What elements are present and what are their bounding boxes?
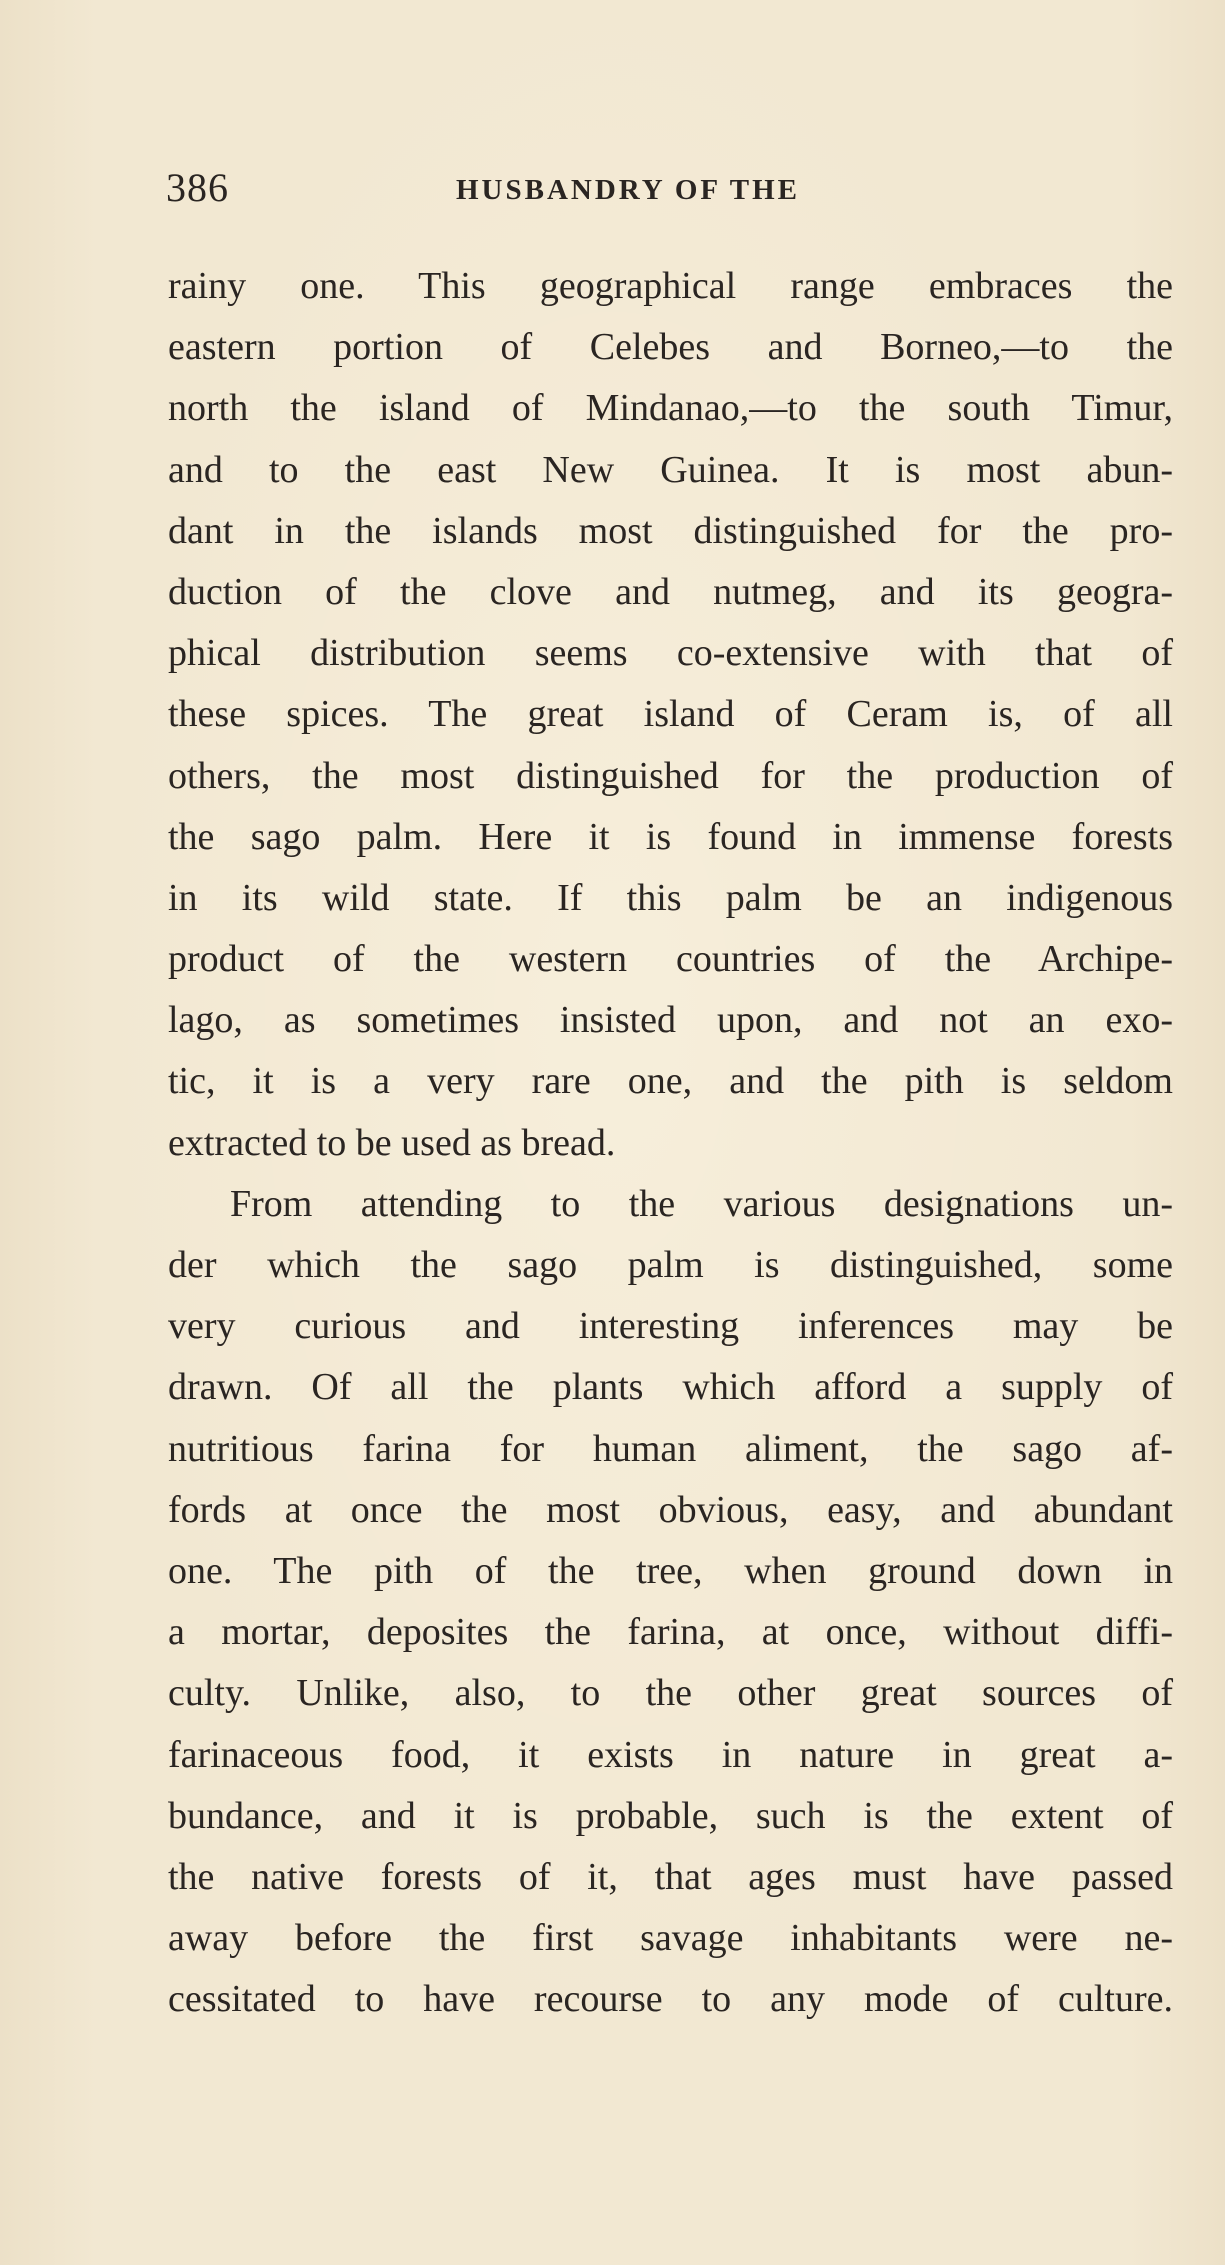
page-number: 386 [166, 165, 229, 210]
text-line: drawn. Of all the plants which afford a supply of [168, 1366, 1173, 1409]
text-line: the sago palm. Here it is found in immense forests [168, 815, 1173, 858]
text-line: in its wild state. If this palm be an indigenous [168, 876, 1173, 919]
text-line: tic, it is a very rare one, and the pith is seldom [168, 1060, 1173, 1103]
text-line: these spices. The great island of Ceram is, of all [168, 693, 1173, 736]
text-line: From attending to the various designations un- [230, 1182, 1173, 1225]
text-line: der which the sago palm is distinguished, some [168, 1244, 1173, 1286]
text-line: duction of the clove and nutmeg, and its geogra- [168, 570, 1173, 613]
running-title: HUSBANDRY OF THE [456, 174, 801, 206]
text-line: product of the western countries of the Archipe- [168, 938, 1173, 981]
text-line: farinaceous food, it exists in nature in great a- [168, 1733, 1173, 1776]
text-line: bundance, and it is probable, such is the extent of [168, 1794, 1173, 1837]
text-line: rainy one. This geographical range embraces the [168, 265, 1173, 307]
text-line: extracted to be used as bread. [168, 1121, 616, 1164]
text-line: culty. Unlike, also, to the other great sources of [168, 1672, 1173, 1715]
text-line: dant in the islands most distinguished for the pro- [168, 509, 1173, 552]
text-line: very curious and interesting inferences may be [168, 1305, 1173, 1348]
text-line: cessitated to have recourse to any mode of culture. [168, 1978, 1173, 2021]
text-line: fords at once the most obvious, easy, and abundant [168, 1488, 1173, 1531]
text-line: away before the first savage inhabitants were ne- [168, 1917, 1173, 1960]
running-head [166, 166, 1171, 210]
text-line: north the island of Mindanao,—to the south Timur, [168, 387, 1173, 430]
text-line: and to the east New Guinea. It is most abun- [168, 448, 1173, 491]
text-line: nutritious farina for human aliment, the sago af- [168, 1427, 1173, 1470]
text-line: eastern portion of Celebes and Borneo,—to the [168, 326, 1173, 369]
text-line: one. The pith of the tree, when ground down in [168, 1549, 1173, 1592]
text-line: lago, as sometimes insisted upon, and not an exo- [168, 999, 1173, 1042]
text-line: phical distribution seems co-extensive with that of [168, 632, 1173, 675]
body-text [168, 256, 1173, 2030]
text-line: the native forests of it, that ages must have passed [168, 1855, 1173, 1898]
text-line: others, the most distinguished for the production of [168, 754, 1173, 797]
text-line: a mortar, deposites the farina, at once, without diffi- [168, 1611, 1173, 1654]
